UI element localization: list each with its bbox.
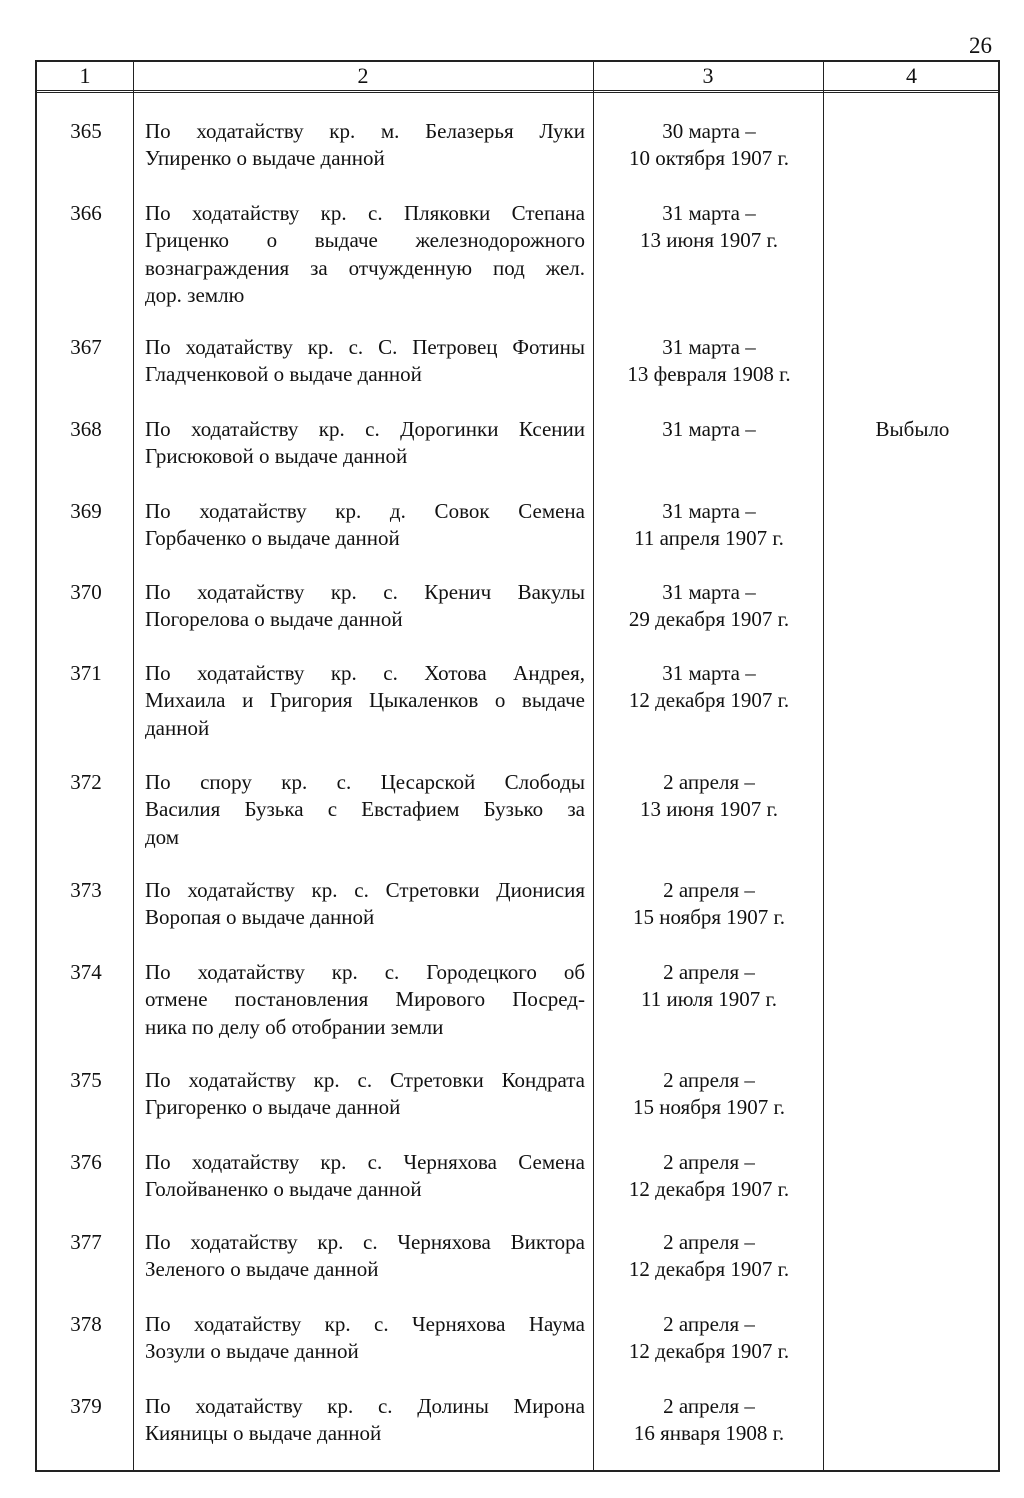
date-start: 2 апреля –	[663, 1150, 755, 1174]
entry-title-line: Горбаченко о выдаче данной	[145, 526, 400, 551]
entry-dates	[595, 959, 823, 1014]
date-start: 31 марта –	[662, 335, 756, 359]
entry-title	[145, 1229, 585, 1284]
date-start: 31 марта –	[662, 580, 756, 604]
date-start: 30 марта –	[662, 119, 756, 143]
date-start: 2 апреля –	[663, 1312, 755, 1336]
entry-title-line: Воропая о выдаче данной	[145, 905, 375, 930]
entry-title-line: По ходатайству кр. с. Черняхова Наума	[145, 1312, 585, 1336]
date-end: 11 июля 1907 г.	[640, 987, 777, 1012]
date-start: 31 марта –	[662, 661, 756, 685]
date-end: 12 декабря 1907 г.	[628, 1339, 790, 1364]
entry-title	[145, 1311, 585, 1366]
entry-title-line: Упиренко о выдаче данной	[145, 146, 385, 171]
entry-dates	[595, 118, 823, 173]
entry-dates	[595, 1311, 823, 1366]
entry-number: 374	[70, 960, 102, 984]
column-header-2: 2	[357, 63, 369, 88]
entry-number: 371	[70, 661, 102, 685]
entry-title-line: По ходатайству кр. с. Пляковки Степана	[145, 201, 585, 225]
page-number: 26	[969, 33, 992, 58]
entry-title	[145, 118, 585, 173]
entry-title	[145, 660, 585, 742]
entry-title	[145, 1393, 585, 1448]
entry-number: 365	[70, 119, 102, 143]
entry-number: 366	[70, 201, 102, 225]
entry-dates	[595, 1149, 823, 1204]
entry-title	[145, 877, 585, 932]
date-end: 15 ноября 1907 г.	[632, 1095, 786, 1120]
entry-title	[145, 769, 585, 851]
entry-number: 373	[70, 878, 102, 902]
date-end: 13 февраля 1908 г.	[627, 362, 791, 387]
entry-title-line: Василия Бузька с Евстафием Бузько за	[145, 797, 585, 822]
date-end: 12 декабря 1907 г.	[628, 1177, 790, 1202]
entry-note: Выбыло	[875, 417, 950, 441]
date-end: 10 октября 1907 г.	[628, 146, 790, 171]
column-header-3: 3	[702, 63, 714, 88]
date-start: 31 марта –	[662, 499, 756, 523]
column-divider-2	[593, 62, 594, 1470]
entry-title	[145, 416, 585, 471]
entry-title-line: По ходатайству кр. с. Кренич Вакулы	[145, 580, 585, 604]
date-end: 16 января 1908 г.	[633, 1421, 785, 1446]
date-end: 15 ноября 1907 г.	[632, 905, 786, 930]
entry-title-line: Голойваненко о выдаче данной	[145, 1177, 422, 1202]
column-header-4: 4	[906, 63, 917, 88]
entry-title-line: По ходатайству кр. с. Городецкого об	[145, 960, 585, 984]
header-double-rule	[37, 92, 998, 93]
entry-dates	[595, 660, 823, 715]
entry-dates	[595, 1229, 823, 1284]
entry-number: 370	[70, 580, 102, 604]
entry-title-line: дор. землю	[145, 282, 245, 307]
entry-title-line: ника по делу об отобрании земли	[145, 1014, 444, 1039]
entry-title-line: Григоренко о выдаче данной	[145, 1095, 401, 1120]
date-start: 2 апреля –	[663, 770, 755, 794]
entry-title	[145, 200, 585, 309]
entry-title-line: Гладченковой о выдаче данной	[145, 362, 422, 387]
date-end: 11 апреля 1907 г.	[634, 526, 784, 551]
entry-dates	[595, 769, 823, 824]
entry-title-line: По ходатайству кр. д. Совок Семена	[145, 499, 585, 523]
entry-title-line: Кияницы о выдаче данной	[145, 1421, 382, 1446]
entry-number: 376	[70, 1150, 102, 1174]
entry-title-line: По спору кр. с. Цесарской Слободы	[145, 770, 585, 794]
register-table	[35, 60, 1000, 1472]
date-end: 29 декабря 1907 г.	[628, 607, 790, 632]
entry-title	[145, 498, 585, 553]
entry-title-line: По ходатайству кр. с. Дорогинки Ксении	[145, 417, 585, 441]
entry-dates	[595, 334, 823, 389]
entry-title	[145, 334, 585, 389]
entry-title-line: дом	[145, 824, 180, 849]
entry-dates	[595, 1393, 823, 1448]
column-header-1: 1	[79, 63, 91, 88]
date-start: 31 марта –	[662, 417, 756, 441]
entry-title-line: По ходатайству кр. с. С. Петровец Фотины	[145, 335, 585, 359]
entry-title-line: Гриценко о выдаче железнодорожного	[145, 228, 585, 253]
entry-dates	[595, 416, 823, 443]
entry-title-line: По ходатайству кр. с. Стретовки Дионисия	[145, 878, 585, 902]
entry-dates	[595, 579, 823, 634]
date-start: 31 марта –	[662, 201, 756, 225]
entry-title-line: Погорелова о выдаче данной	[145, 607, 403, 632]
entry-number: 379	[70, 1394, 102, 1418]
column-divider-3	[823, 62, 824, 1470]
entry-number: 367	[70, 335, 102, 359]
entry-title-line: По ходатайству кр. с. Стретовки Кондрата	[145, 1068, 585, 1092]
entry-title-line: По ходатайству кр. с. Долины Мирона	[145, 1394, 585, 1418]
entry-dates	[595, 498, 823, 553]
column-divider-1	[133, 62, 134, 1470]
entry-title	[145, 1149, 585, 1204]
date-start: 2 апреля –	[663, 1394, 755, 1418]
entry-dates	[595, 877, 823, 932]
entry-number: 368	[70, 417, 102, 441]
entry-title-line: По ходатайству кр. с. Черняхова Виктора	[145, 1230, 585, 1254]
entry-title-line: данной	[145, 715, 210, 740]
entry-number: 372	[70, 770, 102, 794]
entry-title	[145, 959, 585, 1041]
date-end: 12 декабря 1907 г.	[628, 1257, 790, 1282]
entry-title-line: Грисюковой о выдаче данной	[145, 444, 408, 469]
entry-number: 375	[70, 1068, 102, 1092]
date-start: 2 апреля –	[663, 878, 755, 902]
entry-title-line: отмене постановления Мирового Посред-	[145, 987, 585, 1012]
entry-number: 369	[70, 499, 102, 523]
entry-title-line: вознаграждения за отчужденную под жел.	[145, 255, 585, 280]
entry-dates	[595, 1067, 823, 1122]
entry-number: 377	[70, 1230, 102, 1254]
entry-title-line: Зозули о выдаче данной	[145, 1339, 359, 1364]
date-start: 2 апреля –	[663, 960, 755, 984]
date-end: 13 июня 1907 г.	[639, 797, 779, 822]
date-start: 2 апреля –	[663, 1230, 755, 1254]
entry-dates	[595, 200, 823, 255]
entry-title	[145, 1067, 585, 1122]
date-start: 2 апреля –	[663, 1068, 755, 1092]
entry-title-line: Зеленого о выдаче данной	[145, 1257, 379, 1282]
entry-title-line: По ходатайству кр. м. Белазерья Луки	[145, 119, 585, 143]
entry-number: 378	[70, 1312, 102, 1336]
entry-title-line: По ходатайству кр. с. Черняхова Семена	[145, 1150, 585, 1174]
entry-title-line: Михаила и Григория Цыкаленков о выдаче	[145, 688, 585, 713]
entry-title-line: По ходатайству кр. с. Хотова Андрея,	[145, 661, 585, 685]
date-end: 12 декабря 1907 г.	[628, 688, 790, 713]
entry-title	[145, 579, 585, 634]
date-end: 13 июня 1907 г.	[639, 228, 779, 253]
